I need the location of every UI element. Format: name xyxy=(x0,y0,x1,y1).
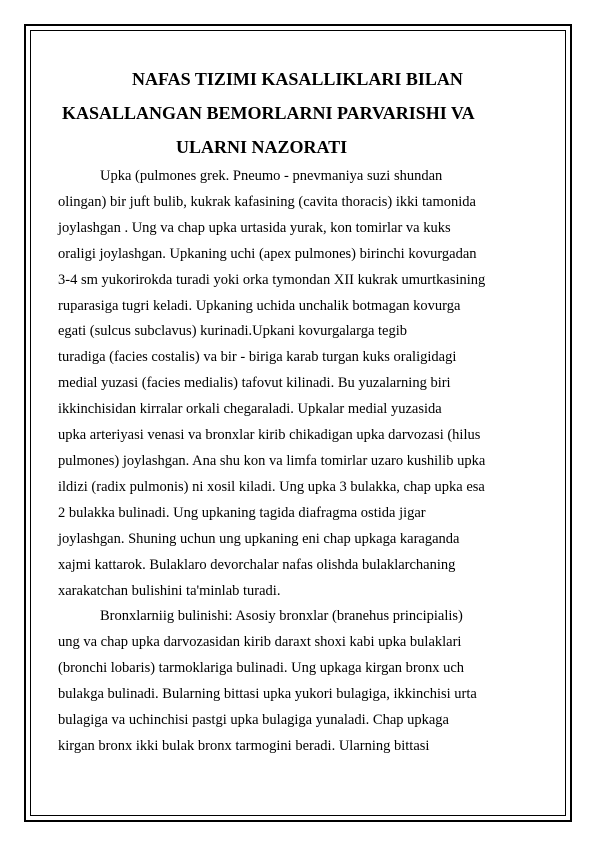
text-line: egati (sulcus subclavus) kurinadi.Upkani kovurgalarga tegib xyxy=(58,323,407,340)
text-line: kirgan bronx ikki bulak bronx tarmogini beradi. Ularning bittasi xyxy=(58,737,430,754)
text-line: joylashgan . Ung va chap upka urtasida yurak, kon tomirlar va kuks xyxy=(58,219,451,236)
document-title xyxy=(58,62,534,164)
text-line: bulagiga va uchinchisi pastgi upka bulagiga yunaladi. Chap upkaga xyxy=(58,712,449,729)
text-line: upka arteriyasi venasi va bronxlar kirib chikadigan upka darvozasi (hilus xyxy=(58,427,481,444)
paragraph-lungs xyxy=(58,164,534,604)
paragraph-bronchi xyxy=(58,604,534,759)
text-line: 3-4 sm yukorirokda turadi yoki orka tymondan XII kukrak umurtkasining xyxy=(58,271,486,288)
title-line-3: ULARNI NAZORATI xyxy=(176,137,348,157)
text-line: xarakatchan bulishini ta'minlab turadi. xyxy=(58,582,281,599)
text-line: ildizi (radix pulmonis) ni xosil kiladi. Ung upka 3 bulakka, chap upka esa xyxy=(58,478,485,495)
text-line: xajmi kattarok. Bulaklaro devorchalar nafas olishda bulaklarchaning xyxy=(58,556,456,573)
document-body xyxy=(58,62,534,760)
text-line: turadiga (facies costalis) va bir - biriga karab turgan kuks oraligidagi xyxy=(58,349,457,366)
text-line: ruparasiga tugri keladi. Upkaning uchida unchalik botmagan kovurga xyxy=(58,297,461,314)
title-line-1: NAFAS TIZIMI KASALLIKLARI BILAN xyxy=(132,69,463,89)
text-line: bulakga bulinadi. Bularning bittasi upka yukori bulagiga, ikkinchisi urta xyxy=(58,686,477,703)
text-line: medial yuzasi (facies medialis) tafovut kilinadi. Bu yuzalarning biri xyxy=(58,375,451,392)
text-line: 2 bulakka bulinadi. Ung upkaning tagida diafragma ostida jigar xyxy=(58,504,426,521)
text-line: joylashgan. Shuning uchun ung upkaning eni chap upkaga karaganda xyxy=(58,530,460,547)
text-line: Upka (pulmones grek. Pneumo - pnevmaniya suzi shundan xyxy=(100,168,443,184)
text-line: pulmones) joylashgan. Ana shu kon va limfa tomirlar uzaro kushilib upka xyxy=(58,452,486,469)
text-line: olingan) bir juft bulib, kukrak kafasining (cavita thoracis) ikki tamonida xyxy=(58,193,476,210)
text-line: (bronchi lobaris) tarmoklariga bulinadi. Ung upkaga kirgan bronx uch xyxy=(58,660,465,677)
title-line-2: KASALLANGAN BEMORLARNI PARVARISHI VA xyxy=(62,103,475,123)
text-line: Bronxlarniig bulinishi: Asosiy bronxlar (branehus principialis) xyxy=(100,608,463,625)
text-line: ikkinchisidan kirralar orkali chegaraladi. Upkalar medial yuzasida xyxy=(58,401,442,418)
text-line: oraligi joylashgan. Upkaning uchi (apex pulmones) birinchi kovurgadan xyxy=(58,245,477,262)
text-line: ung va chap upka darvozasidan kirib daraxt shoxi kabi upka bulaklari xyxy=(58,634,462,651)
